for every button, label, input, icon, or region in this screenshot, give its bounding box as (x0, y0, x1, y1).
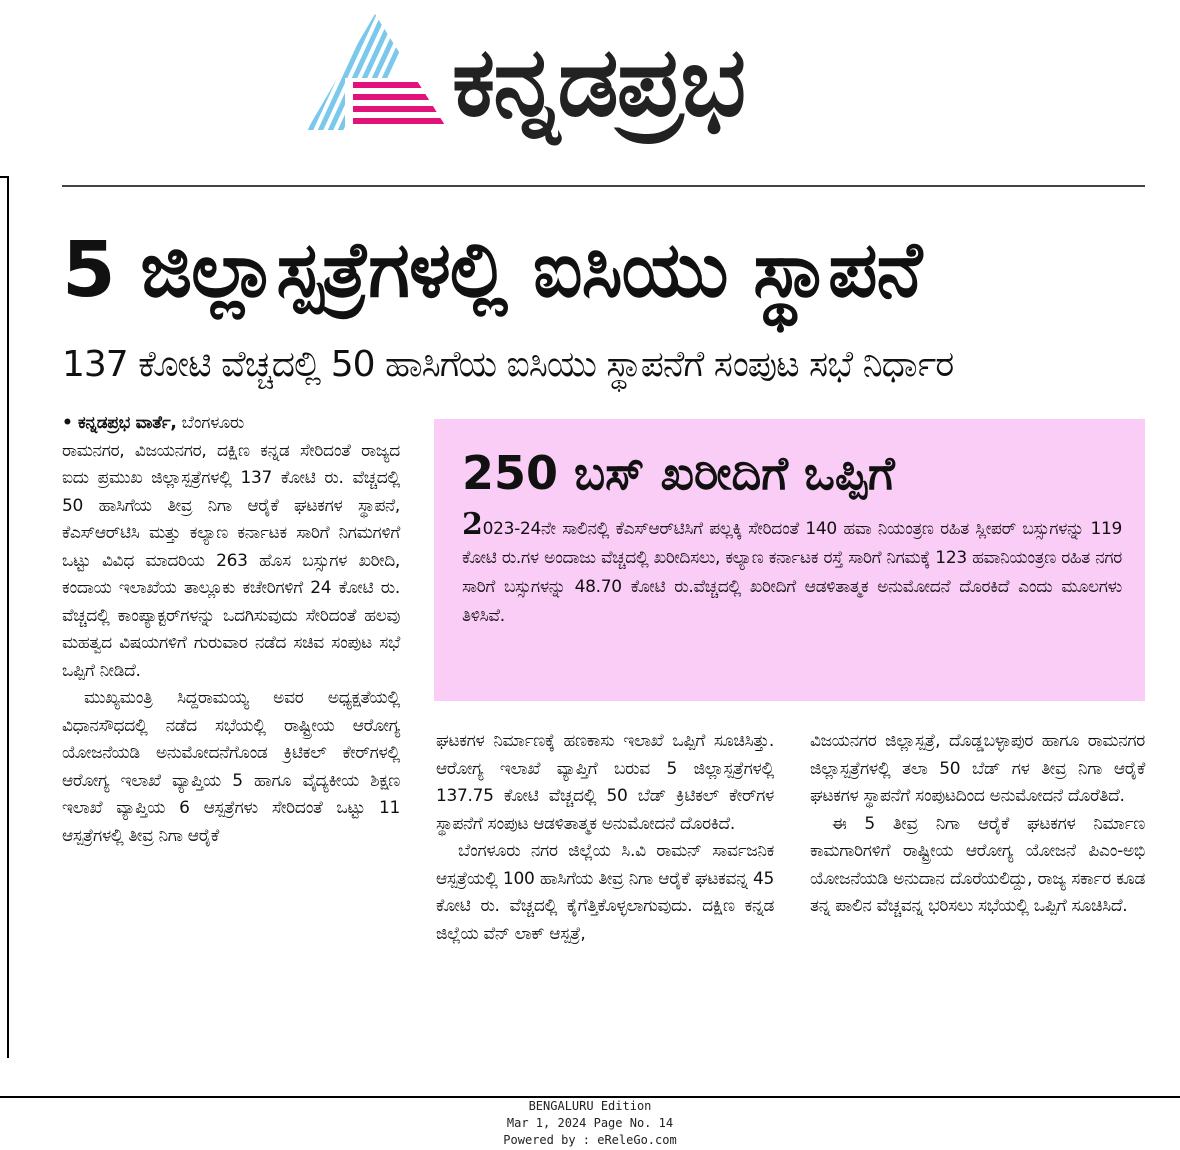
frame-left-rule (7, 178, 9, 1058)
kannada-prabha-triangle-logo-icon (305, 12, 450, 137)
masthead-title: ಕನ್ನಡಪ್ರಭ (452, 26, 745, 138)
article-headline: 5 ಜಿಲ್ಲಾಸ್ಪತ್ರೆಗಳಲ್ಲಿ ಐಸಿಯು ಸ್ಥಾಪನೆ (62, 226, 922, 315)
paragraph: ವಿಜಯನಗರ ಜಿಲ್ಲಾಸ್ಪತ್ರೆ, ದೊಡ್ಡಬಳ್ಳಾಪುರ ಹಾಗೂ ರಾಮನಗರ ಜಿಲ್ಲಾಸ್ಪತ್ರೆಗಳಲ್ಲಿ ತಲಾ 50 ಬೆಡ್ ಗಳ ತೀವ್ರ ನಿಗಾ ಆರೈಕೆ ಘಟಕಗಳ ಸ್ಥಾಪನೆಗೆ ಸಂಪುಟದಿಂದ ಅನುಮೋದನೆ ದೊರೆತಿದೆ. (810, 731, 1145, 806)
byline-place: ಬೆಂಗಳೂರು (176, 413, 244, 433)
footer-date-page: Mar 1, 2024 Page No. 14 (506, 1116, 674, 1130)
byline-source: ಕನ್ನಡಪ್ರಭ ವಾರ್ತೆ, (78, 413, 177, 433)
paragraph: ಮುಖ್ಯಮಂತ್ರಿ ಸಿದ್ದರಾಮಯ್ಯ ಅವರ ಅಧ್ಯಕ್ಷತೆಯಲ್ಲಿ ವಿಧಾನಸೌಧದಲ್ಲಿ ನಡೆದ ಸಭೆಯಲ್ಲಿ ರಾಷ್ಟ್ರೀಯ ಆರೋಗ್ಯ ಯೋಜನೆಯಡಿ ಅನುಮೋದನೆಗೊಂಡ ಕ್ರಿಟಿಕಲ್ ಕೇರ್‌ಗಳಲ್ಲಿ ಆರೋಗ್ಯ ಇಲಾಖೆ ವ್ಯಾಪ್ತಿಯ 5 ಹಾಗೂ ವೈದ್ಯಕೀಯ ಶಿಕ್ಷಣ ಇಲಾಖೆ ವ್ಯಾಪ್ತಿಯ 6 ಆಸ್ಪತ್ರೆಗಳು ಸೇರಿದಂತೆ ಒಟ್ಟು 11 ಆಸ್ಪತ್ರೆಗಳಲ್ಲಿ ತೀವ್ರ ನಿಗಾ ಆರೈಕೆ (62, 688, 400, 846)
footer-edition: BENGALURU Edition (528, 1099, 652, 1113)
dropcap: 2 (462, 507, 483, 542)
sidebar-box-title: 250 ಬಸ್ ಖರೀದಿಗೆ ಒಪ್ಪಿಗೆ (462, 446, 895, 500)
article-column-1 (62, 410, 400, 850)
footer (0, 1098, 1180, 1149)
sidebar-box (434, 419, 1145, 701)
sidebar-box-body (462, 507, 1122, 631)
article-column-3 (810, 728, 1145, 921)
masthead (0, 0, 1180, 178)
footer-powered-by[interactable]: Powered by : eReleGo.com (503, 1133, 677, 1147)
paragraph: ಈ 5 ತೀವ್ರ ನಿಗಾ ಆರೈಕೆ ಘಟಕಗಳ ನಿರ್ಮಾಣ ಕಾಮಗಾರಿಗಳಿಗೆ ರಾಷ್ಟ್ರೀಯ ಆರೋಗ್ಯ ಯೋಜನೆ ಪಿಎಂ-ಅಭಿ ಯೋಜನೆಯಡಿ ಅನುದಾನ ದೊರೆಯಲಿದ್ದು, ರಾಜ್ಯ ಸರ್ಕಾರ ಕೂಡ ತನ್ನ ಪಾಲಿನ ವೆಚ್ಚವನ್ನ ಭರಿಸಲು ಸಭೆಯಲ್ಲಿ ಒಪ್ಪಿಗೆ ಸೂಚಿಸಿದೆ. (810, 813, 1145, 916)
paragraph: ರಾಮನಗರ, ವಿಜಯನಗರ, ದಕ್ಷಿಣ ಕನ್ನಡ ಸೇರಿದಂತೆ ರಾಜ್ಯದ ಐದು ಪ್ರಮುಖ ಜಿಲ್ಲಾಸ್ಪತ್ರೆಗಳಲ್ಲಿ 137 ಕೋಟಿ ರು. ವೆಚ್ಚದಲ್ಲಿ 50 ಹಾಸಿಗೆಯ ತೀವ್ರ ನಿಗಾ ಆರೈಕೆ ಘಟಕಗಳ ಸ್ಥಾಪನೆ, ಕೆಎಸ್‌ಆರ್‌ಟಿಸಿ ಮತ್ತು ಕಲ್ಯಾಣ ಕರ್ನಾಟಕ ಸಾರಿಗೆ ನಿಗಮಗಳಿಗೆ ಒಟ್ಟು ವಿವಿಧ ಮಾದರಿಯ 263 ಹೊಸ ಬಸ್ಸುಗಳ ಖರೀದಿ, ಕಂದಾಯ ಇಲಾಖೆಯ ತಾಲ್ಲೂಕು ಕಚೇರಿಗಳಿಗೆ 24 ಕೋಟಿ ರು. ವೆಚ್ಚದಲ್ಲಿ ಕಾಂಪ್ಯಾಕ್ಟರ್‌ಗಳನ್ನು ಒದಗಿಸುವುದು ಸೇರಿದಂತೆ ಹಲವು ಮಹತ್ವದ ವಿಷಯಗಳಿಗೆ ಗುರುವಾರ ನಡೆದ ಸಚಿವ ಸಂಪುಟ ಸಭೆ ಒಪ್ಪಿಗೆ ನೀಡಿದೆ. (62, 440, 400, 681)
paragraph: ಘಟಕಗಳ ನಿರ್ಮಾಣಕ್ಕೆ ಹಣಕಾಸು ಇಲಾಖೆ ಒಪ್ಪಿಗೆ ಸೂಚಿಸಿತ್ತು. ಆರೋಗ್ಯ ಇಲಾಖೆ ವ್ಯಾಪ್ತಿಗೆ ಬರುವ 5 ಜಿಲ್ಲಾಸ್ಪತ್ರೆಗಳಲ್ಲಿ 137.75 ಕೋಟಿ ವೆಚ್ಚದಲ್ಲಿ 50 ಬೆಡ್ ಕ್ರಿಟಿಕಲ್ ಕೇರ್‌ಗಳ ಸ್ಥಾಪನೆಗೆ ಸಂಪುಟ ಆಡಳಿತಾತ್ಮಕ ಅನುಮೋದನೆ ದೊರಕಿದೆ. (436, 731, 774, 834)
article-column-2 (436, 728, 774, 948)
paragraph: ಬೆಂಗಳೂರು ನಗರ ಜಿಲ್ಲೆಯ ಸಿ.ವಿ ರಾಮನ್ ಸಾರ್ವಜನಿಕ ಆಸ್ಪತ್ರೆಯಲ್ಲಿ 100 ಹಾಸಿಗೆಯ ತೀವ್ರ ನಿಗಾ ಆರೈಕೆ ಘಟಕವನ್ನ 45 ಕೋಟಿ ರು. ವೆಚ್ಚದಲ್ಲಿ ಕೈಗೆತ್ತಿಕೊಳ್ಳಲಾಗುವುದು. ದಕ್ಷಿಣ ಕನ್ನಡ ಜಿಲ್ಲೆಯ ವೆನ್ ಲಾಕ್ ಆಸ್ಪತ್ರೆ, (436, 841, 774, 944)
byline (62, 410, 400, 438)
sidebar-box-text: 023-24ನೇ ಸಾಲಿನಲ್ಲಿ ಕೆಎಸ್‌ಆರ್‌ಟಿಸಿಗೆ ಪಲ್ಲಕ್ಕಿ ಸೇರಿದಂತೆ 140 ಹವಾ ನಿಯಂತ್ರಣ ರಹಿತ ಸ್ಲೀಪರ್ ಬಸ್ಸುಗಳನ್ನು 119 ಕೋಟಿ ರು.ಗಳ ಅಂದಾಜು ವೆಚ್ಚದಲ್ಲಿ ಖರೀದಿಸಲು, ಕಲ್ಯಾಣ ಕರ್ನಾಟಕ ರಸ್ತೆ ಸಾರಿಗೆ ನಿಗಮಕ್ಕೆ 123 ಹವಾನಿಯಂತ್ರಣ ರಹಿತ ನಗರ ಸಾರಿಗೆ ಬಸ್ಸುಗಳನ್ನು 48.70 ಕೋಟಿ ರು.ವೆಚ್ಚದಲ್ಲಿ ಖರೀದಿಗೆ ಆಡಳಿತಾತ್ಮಕ ಅನುಮೋದನೆ ದೊರಕಿದೆ ಎಂದು ಮೂಲಗಳು ತಿಳಿಸಿವೆ. (462, 519, 1122, 626)
bullet-icon: • (62, 413, 73, 433)
headline-top-rule (62, 185, 1145, 187)
article-subheadline: 137 ಕೋಟಿ ವೆಚ್ಚದಲ್ಲಿ 50 ಹಾಸಿಗೆಯ ಐಸಿಯು ಸ್ಥಾಪನೆಗೆ ಸಂಪುಟ ಸಭೆ ನಿರ್ಧಾರ (62, 344, 954, 385)
